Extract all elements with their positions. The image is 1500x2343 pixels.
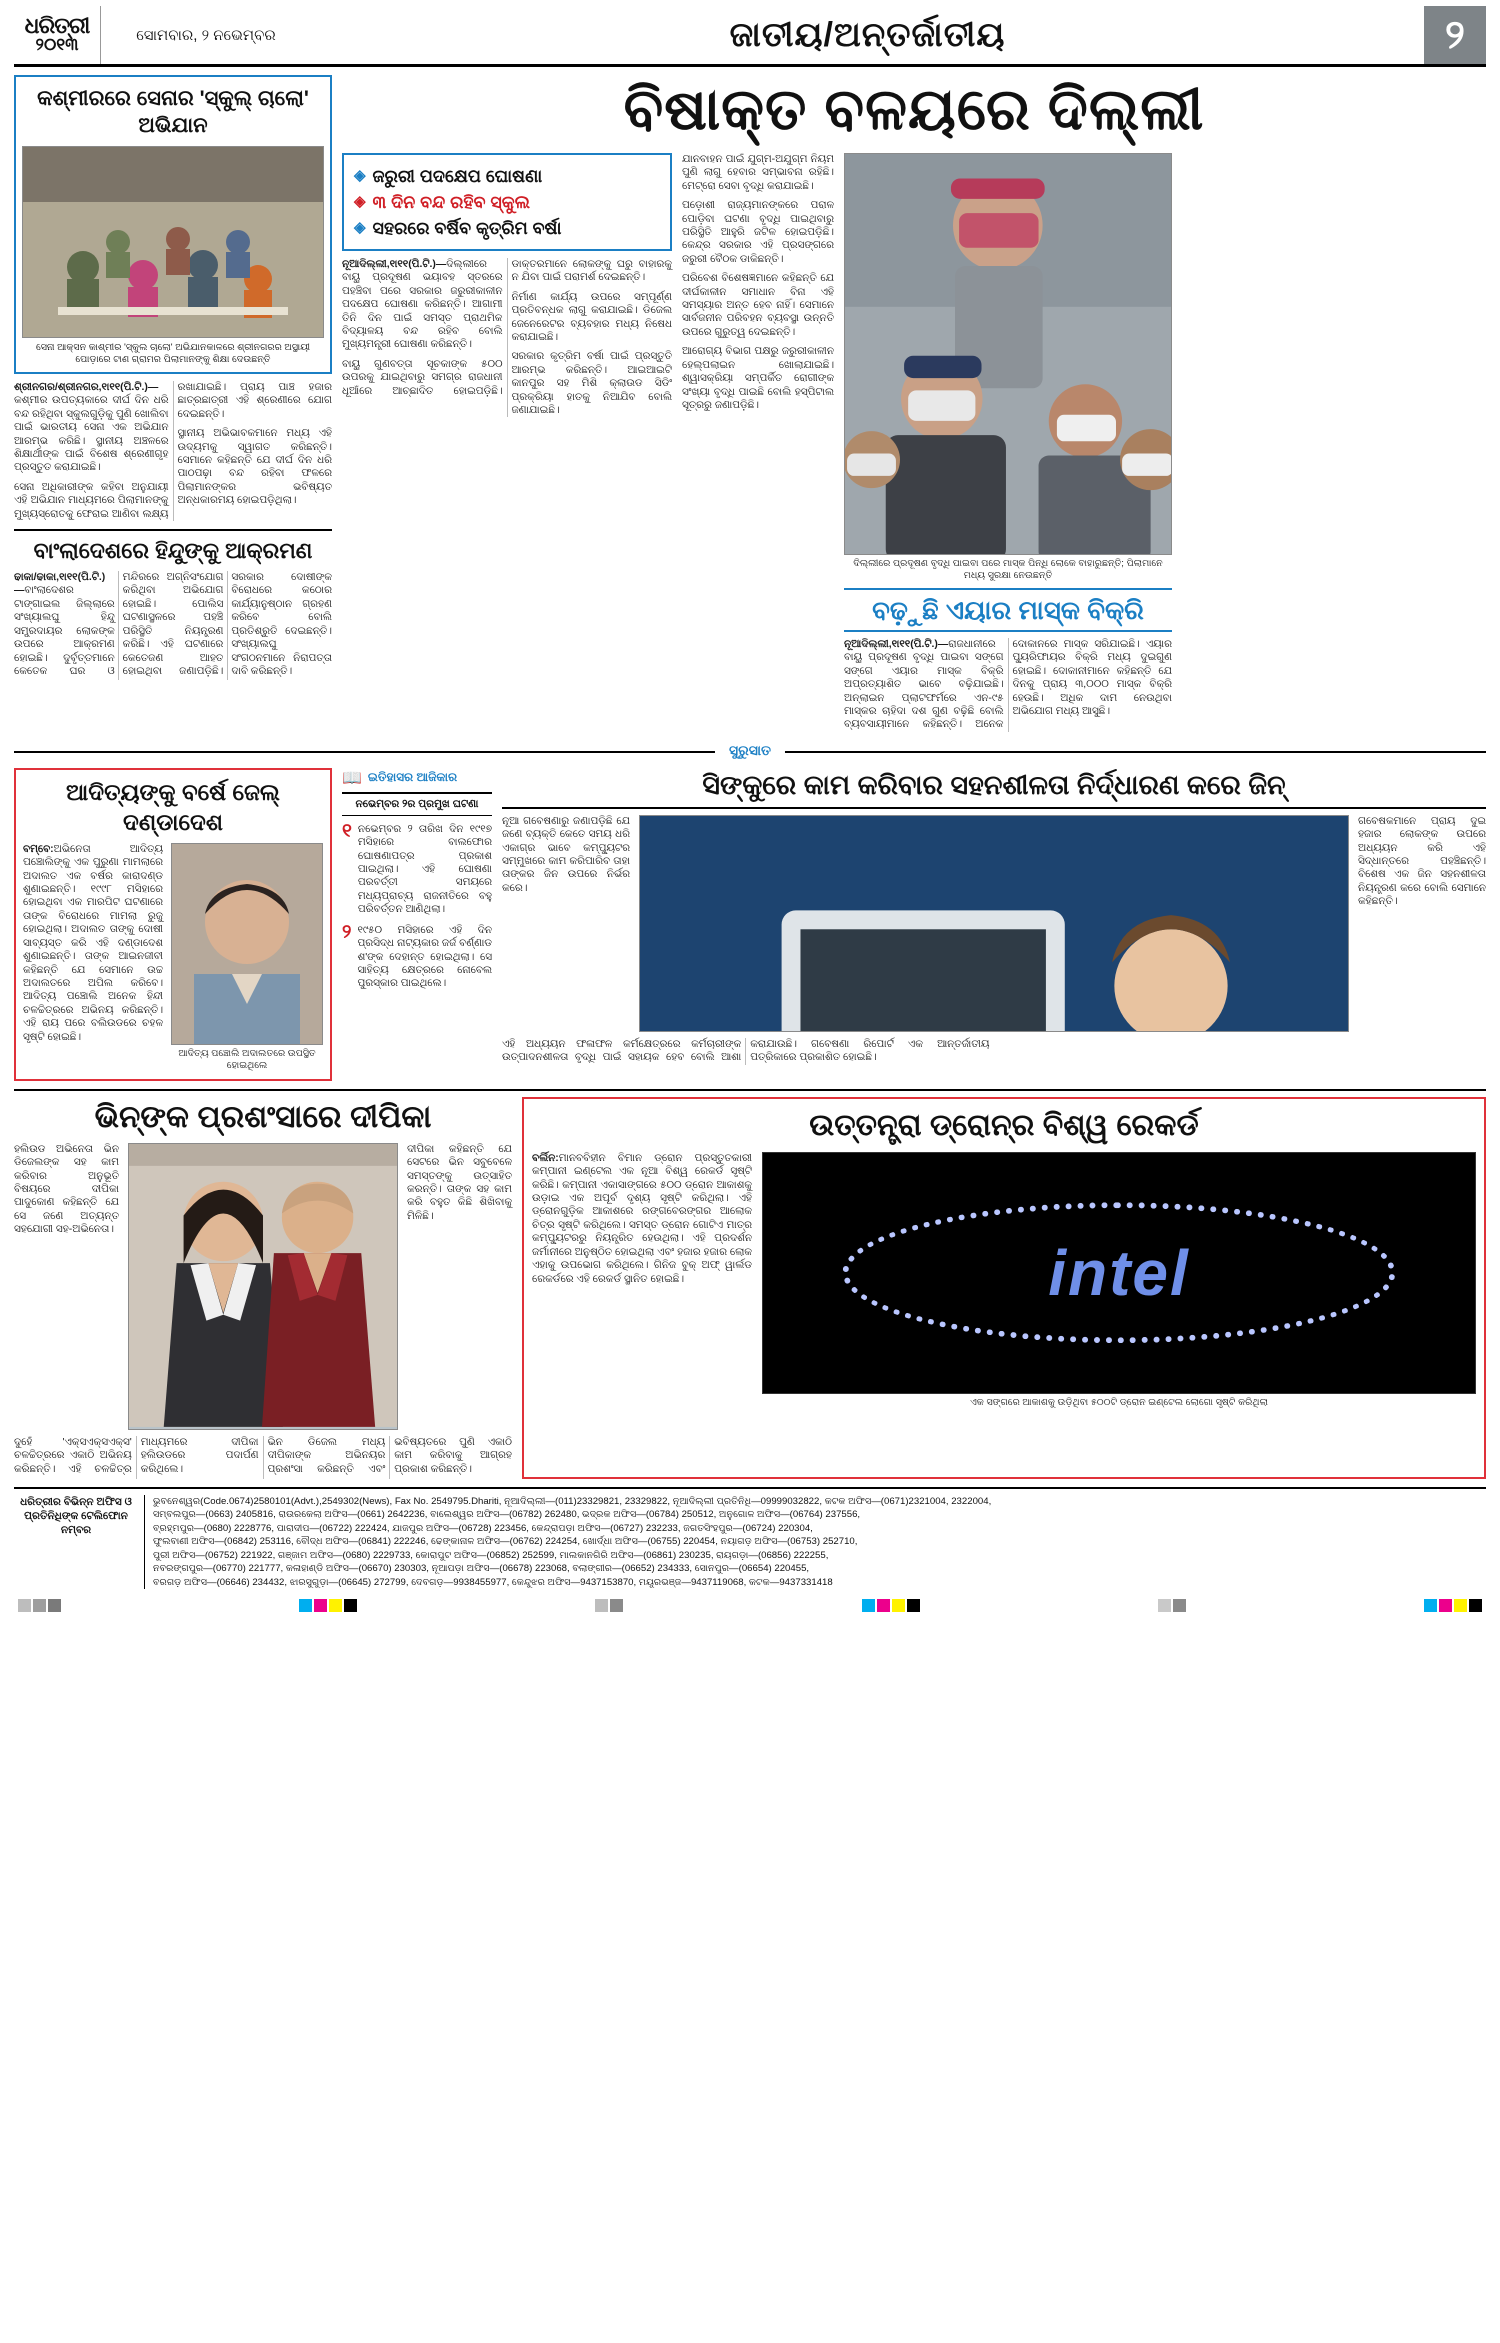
intel-dateline: ବର୍ଲିନ:	[532, 1152, 559, 1164]
diamond-icon: ◈	[354, 167, 366, 184]
intel-drone-photo	[762, 1152, 1476, 1394]
aditya-body	[23, 843, 163, 1072]
diamond-icon: ◈	[354, 219, 366, 236]
deepika-para-3: ଦୁହେଁ 'ଏକ୍ସଏକ୍ସଏକ୍ସ' ଚଳଚ୍ଚିତ୍ରରେ ଏକାଠି ଅଭିନୟ କରିଛନ୍ତି। ଏହି ଚଳଚ୍ଚିତ୍ର ମାଧ୍ୟମରେ ଦୀପିକା ହଲିଉଡରେ ପଦାର୍ପଣ କରିଥିଲେ।	[14, 1436, 259, 1475]
divider-label: ସୁରୁସାତ	[715, 742, 785, 759]
history-item-number: ୨	[342, 921, 352, 943]
deepika-col-2: ଦୀପିକା କହିଛନ୍ତି ଯେ ସେଟରେ ଭିନ ସବୁବେଳେ ସମସ୍ତଙ୍କୁ ଉତ୍ସାହିତ କରନ୍ତି। ତାଙ୍କ ସହ କାମ କରି ବହୁତ କିଛି ଶିଖିବାକୁ ମିଳିଛି।	[407, 1143, 512, 1222]
history-item-number: ୧	[342, 820, 352, 842]
masthead	[14, 6, 1486, 67]
delhi-para-1: ଦିଲ୍ଲୀରେ ବାୟୁ ପ୍ରଦୂଷଣ ଭୟାବହ ସ୍ତରରେ ପହଞ୍ଚିବା ପରେ ସରକାର ଜରୁରୀକାଳୀନ ପଦକ୍ଷେପ ଘୋଷଣା କରିଛନ୍ତି। ଆଗାମୀ ତିନି ଦିନ ପାଇଁ ସମସ୍ତ ପ୍ରାଥମିକ ବିଦ୍ୟାଳୟ ବନ୍ଦ ରହିବ ବୋଲି ମୁଖ୍ୟମନ୍ତ୍ରୀ ଘୋଷଣା କରିଛନ୍ତି।	[342, 259, 503, 351]
color-group	[862, 1599, 920, 1612]
intel-headline: ଉତ୍ତନ୍ତ୍ରା ଡ୍ରୋନ୍‌ର ବିଶ୍ୱ ରେକର୍ଡ	[809, 1108, 1199, 1142]
delhi-para-3: ନିର୍ମାଣ କାର୍ଯ୍ୟ ଉପରେ ସମ୍ପୂର୍ଣ୍ଣ ପ୍ରତିବନ୍ଧକ ଲାଗୁ କରାଯାଇଛି। ଡିଜେଲ ଜେନେରେଟର ବ୍ୟବହାର ମଧ୍ୟ ନିଷେଧ କରାଯାଇଛି।	[511, 291, 672, 344]
color-group	[299, 1599, 357, 1612]
mask-photo	[844, 153, 1172, 555]
delhi-article	[342, 75, 1486, 732]
delhi-body-mid	[682, 153, 834, 732]
delhi-grid	[342, 153, 1486, 732]
silicon-para-3: ଏହି ଅଧ୍ୟୟନ ଫଳାଫଳ କର୍ମକ୍ଷେତ୍ରରେ କର୍ମଚାରୀଙ୍କ ଉତ୍ପାଦନଶୀଳତା ବୃଦ୍ଧି ପାଇଁ ସହାୟକ ହେବ ବୋଲି ଆଶା କରାଯାଉଛି। ଗବେଷଣା ରିପୋର୍ଟ ଏକ ଆନ୍ତର୍ଜାତୀୟ ପତ୍ରିକାରେ ପ୍ରକାଶିତ ହୋଇଛି।	[502, 1038, 990, 1064]
deepika-headline: ଭିନ୍‌ଙ୍କ ପ୍ରଶଂସାରେ ଦୀପିକା	[94, 1098, 432, 1134]
footer-line: ନବରଙ୍ଗପୁର—(06770) 221777, କଳାହାଣ୍ଡି ଅଫିସ—(06670) 230303, ନୂଆପଡ଼ା ଅଫିସ—(06678) 223068, ବଲାଙ୍ଗୀର—(06652) 234333, ସୋନପୁର—(06654) 220455,	[153, 1563, 810, 1575]
mask-photo-caption: ଦିଲ୍ଲୀରେ ପ୍ରଦୂଷଣ ବୃଦ୍ଧି ପାଇବା ପରେ ମାସ୍କ ପିନ୍ଧି ଲୋକେ ବାହାରୁଛନ୍ତି; ପିଲାମାନେ ମଧ୍ୟ ସୁରକ୍ଷା ନେଉଛନ୍ତି	[853, 558, 1163, 581]
kashmir-para-2: ସେନା ଅଧିକାରୀଙ୍କ କହିବା ଅନୁଯାୟୀ ଏହି ଅଭିଯାନ ମାଧ୍ୟମରେ ପିଲାମାନଙ୍କୁ ମୁଖ୍ୟସ୍ରୋତକୁ ଫେରାଇ ଆଣିବା ଲକ୍ଷ୍ୟ ରଖାଯାଇଛି। ପ୍ରାୟ ପାଞ୍ଚ ହଜାର ଛାତ୍ରଛାତ୍ରୀ ଏହି ଶ୍ରେଣୀରେ ଯୋଗ ଦେଇଛନ୍ତି।	[14, 382, 332, 520]
history-subtitle: ନଭେମ୍ବର ୨ର ପ୍ରମୁଖ ଘଟଣା	[342, 794, 492, 816]
print-color-bar	[14, 1599, 1486, 1613]
silicon-article	[502, 768, 1486, 1081]
top-section	[14, 75, 1486, 732]
mask-body	[844, 638, 1172, 732]
delhi-para-7: ପରିବେଶ ବିଶେଷଜ୍ଞମାନେ କହିଛନ୍ତି ଯେ ଦୀର୍ଘକାଳୀନ ସମାଧାନ ବିନା ଏହି ସମସ୍ୟାର ଅନ୍ତ ହେବ ନାହିଁ। ସେମାନେ ସାର୍ବଜନୀନ ପରିବହନ ବ୍ୟବସ୍ଥା ଉନ୍ନତି ଉପରେ ଗୁରୁତ୍ୱ ଦେଇଛନ୍ତି।	[682, 273, 834, 338]
delhi-body-left	[342, 258, 672, 417]
silicon-body	[502, 815, 1486, 1032]
footer-line: ବ୍ରହ୍ମପୁର—(0680) 2228776, ପାରାଦୀପ—(06722) 222424, ଯାଜପୁର ଅଫିସ—(06728) 223456, କେନ୍ଦ୍ରାପଡ଼ା ଅଫିସ—(06727) 232233, ଜଗତସିଂହପୁର—(06724) 220304,	[153, 1522, 813, 1534]
delhi-left-block	[342, 153, 672, 732]
publication-year: ୨୦୧୩	[35, 35, 79, 54]
mask-dateline: ନୂଆଦିଲ୍ଲୀ,୧ା୧୧(ପି.ଟି.)—	[844, 639, 949, 650]
newspaper-page	[0, 6, 1500, 2343]
delhi-bullet-3: ◈ ସହରରେ ବର୍ଷିବ କୃତ୍ରିମ ବର୍ଷା	[354, 215, 660, 241]
delhi-para-5: ଯାନବାହନ ପାଇଁ ଯୁଗ୍ମ-ଅଯୁଗ୍ମ ନିୟମ ପୁଣି ଲାଗୁ ହେବାର ସମ୍ଭାବନା ରହିଛି। ମେଟ୍ରୋ ସେବା ବୃଦ୍ଧି କରାଯାଇଛି।	[682, 154, 834, 192]
kashmir-para-1: କଶ୍ମୀର ଉପତ୍ୟକାରେ ଦୀର୍ଘ ଦିନ ଧରି ବନ୍ଦ ରହିଥିବା ସ୍କୁଲଗୁଡ଼ିକୁ ପୁଣି ଖୋଲିବା ପାଇଁ ଭାରତୀୟ ସେନା ଏକ ଅଭିଯାନ ଆରମ୍ଭ କରିଛି। ସ୍ଥାନୀୟ ଅଞ୍ଚଳରେ ଶିକ୍ଷାର୍ଥୀଙ୍କ ପାଇଁ ବିଶେଷ ଶ୍ରେଣୀଗୃହ ପ୍ରସ୍ତୁତ କରାଯାଇଛି।	[14, 395, 169, 474]
aditya-photo	[171, 843, 323, 1045]
deepika-para-4: ଭିନ ଡିଜେଲ ମଧ୍ୟ ଦୀପିକାଙ୍କ ଅଭିନୟର ପ୍ରଶଂସା କରିଛନ୍ତି ଏବଂ ଭବିଷ୍ୟତରେ ପୁଣି ଏକାଠି କାମ କରିବାକୁ ଆଗ୍ରହ ପ୍ରକାଶ କରିଛନ୍ତି।	[267, 1436, 512, 1475]
bangladesh-headline: ବାଂଲାଦେଶରେ ହିନ୍ଦୁଙ୍କୁ ଆକ୍ରମଣ	[14, 529, 332, 565]
diamond-icon: ◈	[354, 193, 366, 210]
silicon-bottom-body	[502, 1038, 1486, 1065]
delhi-mega-headline: ବିଷାକ୍ତ ବଳୟରେ ଦିଲ୍ଲୀ	[623, 77, 1205, 142]
history-item-text: ନଭେମ୍ବର ୨ ତାରିଖ ଦିନ ୧୯୧୭ ମସିହାରେ ବାଲଫୋର ଘୋଷଣାପତ୍ର ପ୍ରକାଶ ପାଇଥିଲା। ଏହି ଘୋଷଣା ପରବର୍ତ୍ତୀ ସମୟରେ ମଧ୍ୟପ୍ରାଚ୍ୟ ରାଜନୀତିରେ ବହୁ ପରିବର୍ତ୍ତନ ଆଣିଥିଲା।	[357, 823, 492, 916]
footer-contacts	[153, 1495, 1486, 1589]
intel-para: ମାନବବିହୀନ ବିମାନ ଡ୍ରୋନ ପ୍ରସ୍ତୁତକାରୀ କମ୍ପାନୀ ଇଣ୍ଟେଲ ଏକ ନୂଆ ବିଶ୍ୱ ରେକର୍ଡ ସୃଷ୍ଟି କରିଛି। କମ୍ପାନୀ ଏକାସାଙ୍ଗରେ ୫୦୦ ଡ୍ରୋନ ଆକାଶକୁ ଉଡ଼ାଇ ଏକ ଅପୂର୍ବ ଦୃଶ୍ୟ ସୃଷ୍ଟି କରିଥିଲା। ଏହି ଡ୍ରୋନଗୁଡ଼ିକ ଆକାଶରେ ରଙ୍ଗବେରଙ୍ଗର ଆଲୋକ ଚିତ୍ର ସୃଷ୍ଟି କରିଥିଲେ। ସମସ୍ତ ଡ୍ରୋନ ଗୋଟିଏ ମାତ୍ର କମ୍ପ୍ୟୁଟରରୁ ନିୟନ୍ତ୍ରିତ ହେଉଥିଲା। ଏହି ପ୍ରଦର୍ଶନ ଜର୍ମାନୀରେ ଅନୁଷ୍ଠିତ ହୋଇଥିଲା ଏବଂ ହଜାର ହଜାର ଲୋକ ଏହାକୁ ଉପଭୋଗ କରିଥିଲେ। ଗିନିଜ ବୁକ୍ ଅଫ୍ ୱାର୍ଲଡ ରେକର୍ଡରେ ଏହି ରେକର୍ଡ ସ୍ଥାନିତ ହୋଇଛି।	[532, 1152, 752, 1285]
kashmir-dateline: ଶ୍ରୀନଗର/ଶ୍ରୀନଗର,୧ା୧୧(ପି.ଟି.)—	[14, 382, 159, 393]
delhi-bullets	[342, 153, 672, 251]
deepika-photo	[128, 1143, 398, 1430]
bangladesh-dateline: ଢାକା/ଢାକା,୧ା୧୧(ପି.ଟି.)—	[14, 572, 106, 597]
aditya-caption: ଆଦିତ୍ୟ ପଞ୍ଚୋଲି ଅଦାଲତରେ ଉପସ୍ଥିତ ହୋଇଥିଲେ	[178, 1047, 316, 1071]
color-group	[18, 1599, 61, 1612]
silicon-col-1: ନୂଆ ଗବେଷଣାରୁ ଜଣାପଡ଼ିଛି ଯେ ଜଣେ ବ୍ୟକ୍ତି କେତେ ସମୟ ଧରି ଏକାଗ୍ର ଭାବେ କମ୍ପ୍ୟୁଟର ସମ୍ମୁଖରେ କାମ କରିପାରିବ ତାହା ତାଙ୍କର ଜିନ ଉପରେ ନିର୍ଭର କରେ।	[502, 815, 630, 894]
bangladesh-para: ବାଂଲାଦେଶର ଟାଙ୍ଗାଇଲ ଜିଲ୍ଲାରେ ସଂଖ୍ୟାଲଘୁ ହିନ୍ଦୁ ସମ୍ପ୍ରଦାୟର ଲୋକଙ୍କ ଉପରେ ଆକ୍ରମଣ ହୋଇଛି। ଦୁର୍ବୃତ୍ତମାନେ କେତେକ ଘର ଓ ମନ୍ଦିରରେ ଅଗ୍ନିସଂଯୋଗ କରିଥିବା ଅଭିଯୋଗ ହୋଇଛି। ପୋଲିସ ଘଟଣାସ୍ଥଳରେ ପହଞ୍ଚି ପରିସ୍ଥିତି ନିୟନ୍ତ୍ରଣ କରିଛି। ଏହି ଘଟଣାରେ କେତେଜଣ ଆହତ ହୋଇଥିବା ଜଣାପଡ଼ିଛି। ସରକାର ଦୋଷୀଙ୍କ ବିରୋଧରେ କଠୋର କାର୍ଯ୍ୟାନୁଷ୍ଠାନ ଗ୍ରହଣ କରିବେ ବୋଲି ପ୍ରତିଶ୍ରୁତି ଦେଇଛନ୍ତି। ସଂଖ୍ୟାଲଘୁ ସଂଗଠନମାନେ ନିରାପତ୍ତା ଦାବି କରିଛନ୍ତି।	[14, 572, 332, 677]
issue-date: ସୋମବାର, ୨ ନଭେମ୍ବର	[136, 26, 276, 44]
silicon-headline: ସିଙ୍କୁରେ କାମ କରିବାର ସହନଶୀଳତା ନିର୍ଦ୍ଧାରଣ କରେ ଜିନ୍	[502, 768, 1486, 809]
intel-body	[532, 1152, 1476, 1409]
aditya-article	[14, 768, 332, 1081]
footer-line: ବରଗଡ଼ ଅଫିସ—(06646) 234432, ଝାରସୁଗୁଡ଼ା—(06645) 272799, ଦେବଗଡ଼—9938455977, କେନ୍ଦୁଝର ଅଫିସ—9437153870, ମୟୂରଭଞ୍ଜ—9437119068, କଟକ—9437331418	[153, 1576, 833, 1588]
color-group	[1158, 1599, 1186, 1612]
intel-caption: ଏକ ସଙ୍ଗରେ ଆକାଶକୁ ଉଡ଼ିଥିବା ୫୦୦ଟି ଡ୍ରୋନ ଇଣ୍ଟେଲ ଲୋଗୋ ସୃଷ୍ଟି କରିଥିଲା	[970, 1396, 1268, 1408]
aditya-dateline: ବମ୍ବେ:	[23, 843, 54, 855]
history-item	[342, 820, 492, 917]
history-box	[342, 768, 492, 1081]
bangladesh-body	[14, 571, 332, 680]
delhi-para-4: ସରକାର କୃତ୍ରିମ ବର୍ଷା ପାଇଁ ପ୍ରସ୍ତୁତି ଆରମ୍ଭ କରିଛନ୍ତି। ଆଇଆଇଟି କାନପୁର ସହ ମିଶି କ୍ଲାଉଡ ସିଡିଂ ପ୍ରକ୍ରିୟା ହାତକୁ ନିଆଯିବ ବୋଲି ଜଣାଯାଇଛି।	[511, 351, 672, 417]
deepika-col-1: ହଲିଉଡ ଅଭିନେତା ଭିନ ଡିଜେଲଙ୍କ ସହ କାମ କରିବାର ଅନୁଭୂତି ବିଷୟରେ ଦୀପିକା ପାଦୁକୋଣ କହିଛନ୍ତି ଯେ ସେ ଜଣେ ଅତ୍ୟନ୍ତ ସହଯୋଗୀ ସହ-ଅଭିନେତା।	[14, 1143, 119, 1236]
kashmir-article	[14, 75, 332, 732]
delhi-bullet-1: ◈ ଜରୁରୀ ପଦକ୍ଷେପ ଘୋଷଣା	[354, 163, 660, 189]
kashmir-photo	[22, 146, 324, 338]
history-header	[342, 768, 492, 794]
kashmir-caption: ସେନା ଆକ୍ସନ କାଶ୍ମୀର 'ସ୍କୁଲ ଚାଲୋ' ଅଭିଯାନକାଳରେ ଶ୍ରୀନଗରର ଅସ୍ଥାୟୀ ପୋଡ଼ାରେ ଟାଣ ଗ୍ରାମର ପିଲାମାନଙ୍କୁ ଶିକ୍ଷା ଦେଉଛନ୍ତି	[35, 342, 311, 365]
footer	[14, 1487, 1486, 1589]
delhi-para-2: ବାୟୁ ଗୁଣବତ୍ତା ସୂଚକାଙ୍କ ୫୦୦ ଉପରକୁ ଯାଇଥିବାରୁ ସମଗ୍ର ରାଜଧାନୀ ଧୂଆଁରେ ଆଚ୍ଛାଦିତ ହୋଇପଡ଼ିଛି। ଡାକ୍ତରମାନେ ଲୋକଙ୍କୁ ଘରୁ ବାହାରକୁ ନ ଯିବା ପାଇଁ ପରାମର୍ଶ ଦେଇଛନ୍ତି।	[342, 259, 672, 397]
color-group	[1424, 1599, 1482, 1612]
intel-logo-text: intel	[1048, 1236, 1190, 1309]
footer-line: ଫୁଲବାଣୀ ଅଫିସ—(06842) 253116, ବୌଦ୍ଧ ଅଫିସ—(06841) 222246, ଢେଙ୍କାନାଳ ଅଫିସ—(06762) 224254, ଖୋର୍ଦ୍ଧା ଅଫିସ—(06755) 220454, ନୟାଗଡ଼ ଅଫିସ—(06753) 252710,	[153, 1536, 858, 1548]
delhi-para-6: ପଡ଼ୋଶୀ ରାଜ୍ୟମାନଙ୍କରେ ପରାଳ ପୋଡ଼ିବା ଘଟଣା ବୃଦ୍ଧି ପାଇଥିବାରୁ ପରିସ୍ଥିତି ଆହୁରି ଜଟିଳ ହୋଇପଡ଼ିଛି। କେନ୍ଦ୍ର ସରକାର ଏହି ପ୍ରସଙ୍ଗରେ ଜରୁରୀ ବୈଠକ ଡାକିଛନ୍ତି।	[682, 200, 834, 265]
deepika-bottom-body	[14, 1436, 512, 1479]
footer-label: ଧରିତ୍ରୀର ବିଭିନ୍ନ ଅଫିସ ଓ ପ୍ରତିନିଧିଙ୍କ ଟେଲିଫୋନ ନମ୍ବର	[14, 1495, 145, 1589]
aditya-headline: ଆଦିତ୍ୟଙ୍କୁ ବର୍ଷେ ଜେଲ୍ ଦଣ୍ଡାଦେଶ	[66, 778, 280, 835]
delhi-dateline: ନୂଆଦିଲ୍ଲୀ,୧ା୧୧(ପି.ଟି.)—	[342, 259, 447, 270]
footer-line: ପୁରୀ ଅଫିସ—(06752) 221922, ଗଞ୍ଜାମ ଅଫିସ—(0680) 2229733, କୋରାପୁଟ ଅଫିସ—(06852) 252599, ମାଲକାନଗିରି ଅଫିସ—(06861) 230235, ରାୟଗଡ଼ା—(06856) 222255,	[153, 1549, 829, 1561]
footer-line: ଭୁବନେଶ୍ୱର(Code.0674)2580101(Advt.),2549302(News), Fax No. 2549795.Dhariti, ନୂଆଦିଲ୍ଲୀ—(011)23329821, 23329822, ନୂଆଦିଲ୍ଲୀ ପ୍ରତିନିଧି—09999032822, କଟକ ଅଫିସ—(0671)2321004, 2322004,	[153, 1496, 992, 1508]
page-number: ୨	[1424, 6, 1486, 64]
delhi-bullet-2: ◈ ୩ ଦିନ ବନ୍ଦ ରହିବ ସ୍କୁଲ	[354, 189, 660, 215]
kashmir-headline: କଶ୍ମୀରରେ ସେନାର 'ସ୍କୁଲ୍ ଚାଲୋ' ଅଭିଯାନ	[37, 87, 309, 137]
bottom-section	[14, 1089, 1486, 1479]
deepika-article	[14, 1097, 512, 1479]
intel-article	[522, 1097, 1486, 1479]
section-title: ଜାତୀୟ/ଅନ୍ତର୍ଜାତୀୟ	[729, 15, 1006, 54]
silicon-photo	[639, 815, 1349, 1032]
book-icon: 📖	[342, 769, 362, 787]
mask-para: ରାଜଧାନୀରେ ବାୟୁ ପ୍ରଦୂଷଣ ବୃଦ୍ଧି ପାଇବା ସଙ୍ଗେ ସଙ୍ଗେ ଏୟାର ମାସ୍କ ବିକ୍ରି ଅପ୍ରତ୍ୟାଶିତ ଭାବେ ବଢ଼ିଯାଇଛି। ଅନ୍‌ଲାଇନ ପ୍ଲାଟଫର୍ମରେ ଏନ-୯୫ ମାସ୍କର ଚାହିଦା ଦଶ ଗୁଣ ବଢ଼ିଛି ବୋଲି ବ୍ୟବସାୟୀମାନେ କହିଛନ୍ତି। ଅନେକ ଦୋକାନରେ ମାସ୍କ ସରିଯାଇଛି। ଏୟାର ପ୍ୟୁରିଫାୟର ବିକ୍ରି ମଧ୍ୟ ଦୁଇଗୁଣ ହୋଇଛି। ଦୋକାନୀମାନେ କହିଛନ୍ତି ଯେ ଦିନକୁ ପ୍ରାୟ ୩,୦୦୦ ମାସ୍କ ବିକ୍ରି ହେଉଛି। ଅଧିକ ଦାମ ନେଉଥିବା ଅଭିଯୋଗ ମଧ୍ୟ ଆସୁଛି।	[844, 639, 1172, 731]
color-group	[595, 1599, 623, 1612]
kashmir-body	[14, 381, 332, 521]
publication-logo	[14, 6, 101, 64]
section-divider	[14, 742, 1486, 762]
middle-section	[14, 768, 1486, 1081]
history-item-text: ୧୯୫୦ ମସିହାରେ ଏହି ଦିନ ପ୍ରସିଦ୍ଧ ନାଟ୍ୟକାର ଜର୍ଜ ବର୍ଣ୍ଣାଡ ଶ'ଙ୍କ ଦେହାନ୍ତ ହୋଇଥିଲା। ସେ ସାହିତ୍ୟ କ୍ଷେତ୍ରରେ ନୋବେଲ ପୁରସ୍କାର ପାଇଥିଲେ।	[357, 924, 493, 990]
silicon-col-2: ଗବେଷକମାନେ ପ୍ରାୟ ଦୁଇ ହଜାର ଲୋକଙ୍କ ଉପରେ ଅଧ୍ୟୟନ କରି ଏହି ସିଦ୍ଧାନ୍ତରେ ପହଞ୍ଚିଛନ୍ତି। ବିଶେଷ ଏକ ଜିନ ସହନଶୀଳତା ନିୟନ୍ତ୍ରଣ କରେ ବୋଲି ସେମାନେ କହିଛନ୍ତି।	[1358, 815, 1486, 908]
delhi-para-8: ଆରୋଗ୍ୟ ବିଭାଗ ପକ୍ଷରୁ ଜରୁରୀକାଳୀନ ହେଲ୍ପଲାଇନ ଖୋଲାଯାଇଛି। ଶ୍ୱାସକ୍ରିୟା ସମ୍ପର୍କିତ ରୋଗୀଙ୍କ ସଂଖ୍ୟା ବୃଦ୍ଧି ପାଇଛି ବୋଲି ହସ୍ପିଟାଲ ସୂତ୍ରରୁ ଜଣାପଡ଼ିଛି।	[682, 346, 834, 411]
aditya-para: ଅଭିନେତା ଆଦିତ୍ୟ ପଞ୍ଚୋଲିଙ୍କୁ ଏକ ପୁରୁଣା ମାମଲାରେ ଅଦାଲତ ଏକ ବର୍ଷର କାରାଦଣ୍ଡ ଶୁଣାଇଛନ୍ତି। ୧୯୯୮ ମସିହାରେ ହୋଇଥିବା ଏକ ମାରପିଟ ଘଟଣାରେ ତାଙ୍କ ବିରୋଧରେ ମାମଲା ରୁଜୁ ହୋଇଥିଲା। ଅଦାଲତ ତାଙ୍କୁ ଦୋଷୀ ସାବ୍ୟସ୍ତ କରି ଏହି ଦଣ୍ଡାଦେଶ ଶୁଣାଇଛନ୍ତି। ତାଙ୍କ ଆଇନଜୀବୀ କହିଛନ୍ତି ଯେ ସେମାନେ ଉଚ୍ଚ ଅଦାଲତରେ ଅପିଲ କରିବେ। ଆଦିତ୍ୟ ପଞ୍ଚୋଲି ଅନେକ ହିନ୍ଦୀ ଚଳଚ୍ଚିତ୍ରରେ ଅଭିନୟ କରିଛନ୍ତି। ଏହି ରାୟ ପରେ ବଲିଉଡରେ ଚହଳ ସୃଷ୍ଟି ହୋଇଛି।	[23, 843, 163, 1043]
history-item	[342, 921, 493, 991]
mask-article	[844, 153, 1172, 732]
intel-text	[532, 1152, 752, 1409]
kashmir-para-3: ସ୍ଥାନୀୟ ଅଭିଭାବକମାନେ ମଧ୍ୟ ଏହି ଉଦ୍ୟମକୁ ସ୍ୱାଗତ କରିଛନ୍ତି। ସେମାନେ କହିଛନ୍ତି ଯେ ଦୀର୍ଘ ଦିନ ଧରି ପାଠପଢ଼ା ବନ୍ଦ ରହିବା ଫଳରେ ପିଲାମାନଙ୍କର ଭବିଷ୍ୟତ ଅନ୍ଧକାରମୟ ହୋଇପଡ଼ିଥିଲା।	[177, 428, 332, 507]
footer-line: ସମ୍ବଲପୁର—(0663) 2405816, ରାଉରକେଲା ଅଫିସ—(0661) 2642236, ବାଲେଶ୍ୱର ଅଫିସ—(06782) 262480, ଭଦ୍ରକ ଅଫିସ—(06784) 250512, ଅନୁଗୋଳ ଅଫିସ—(06764) 237556,	[153, 1509, 861, 1521]
publication-name: ଧରିତ୍ରୀ	[24, 13, 90, 38]
mask-headline: ବଢ଼ୁଛି ଏୟାର ମାସ୍କ ବିକ୍ରି	[844, 588, 1172, 632]
kashmir-box	[14, 75, 332, 374]
history-badge: ଇତିହାସର ଆଜିକାର	[367, 770, 458, 785]
